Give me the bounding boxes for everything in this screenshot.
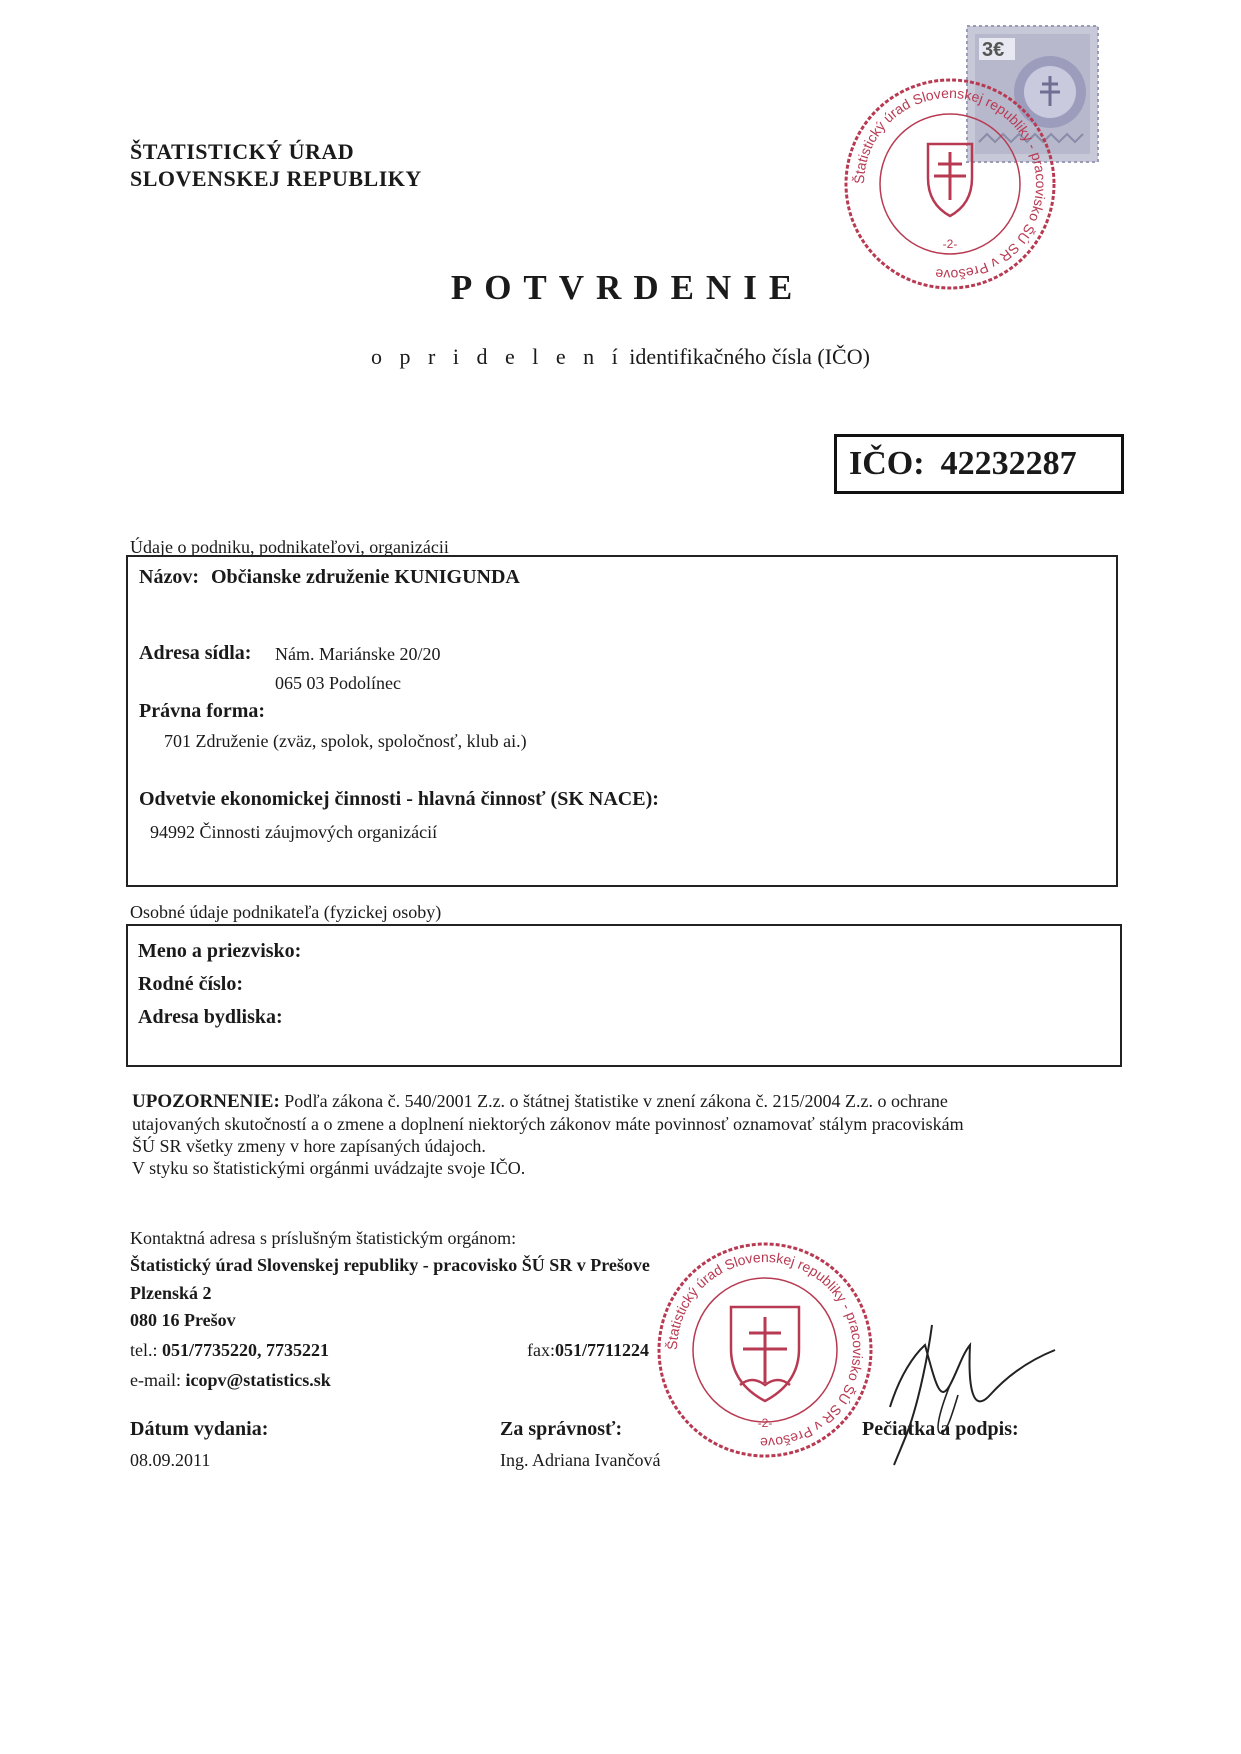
tel-label: tel.: <box>130 1340 158 1360</box>
notice-line-1: Podľa zákona č. 540/2001 Z.z. o štátnej štatistike v znení zákona č. 215/2004 Z.z. o ochrane <box>279 1091 948 1111</box>
office-stamp-bottom <box>650 1235 880 1465</box>
subtitle-spaced: o p r i d e l e n í <box>371 344 624 369</box>
contact-heading: Kontaktná adresa s príslušným štatistickým orgánom: <box>130 1228 517 1248</box>
person-section-heading: Osobné údaje podnikateľa (fyzickej osoby) <box>130 902 442 922</box>
issue-date-label: Dátum vydania: <box>130 1418 269 1440</box>
activity-label: Odvetvie ekonomickej činnosti - hlavná činnosť (SK NACE): <box>139 788 659 810</box>
notice-block <box>132 1090 1112 1179</box>
stamp-top-number: -2- <box>942 237 958 251</box>
stamp-bottom-arc-text: Štatistický úrad Slovenskej republiky - pracovisko ŠÚ SR v Prešove <box>663 1248 867 1452</box>
email-label: e-mail: <box>130 1370 181 1390</box>
notice-line-4: V styku so štatistickými orgánmi uvádzajte svoje IČO. <box>132 1158 526 1178</box>
ico-value: 42232287 <box>940 445 1077 482</box>
ico-label: IČO: <box>849 445 925 482</box>
document-subtitle <box>0 344 1241 370</box>
issuer-line-1: ŠTATISTICKÝ ÚRAD <box>130 139 355 164</box>
contact-street: Plzenská 2 <box>130 1283 212 1303</box>
revenue-stamp-value: 3€ <box>982 39 1005 61</box>
stamp-signature-label: Pečiatka a podpis: <box>862 1418 1019 1440</box>
notice-line-2: utajovaných skutočností a o zmene a doplnení niektorých zákonov máte povinnosť oznamovať stálym pracoviskám <box>132 1114 964 1134</box>
residence-label: Adresa bydliska: <box>138 1006 283 1028</box>
signature <box>880 1315 1065 1475</box>
issuer-line-2: SLOVENSKEJ REPUBLIKY <box>130 166 422 191</box>
ico-box <box>834 434 1124 494</box>
address-label: Adresa sídla: <box>139 642 252 664</box>
issuer-block <box>130 138 422 192</box>
stamp-top-arc-text: Štatistický úrad Slovenskej republiky - pracovisko ŠÚ SR v Prešove <box>850 84 1050 284</box>
address-line-1: Nám. Mariánske 20/20 <box>275 644 441 664</box>
address-line-2: 065 03 Podolínec <box>275 673 401 693</box>
correctness-name: Ing. Adriana Ivančová <box>500 1450 661 1470</box>
contact-email-row <box>130 1370 331 1391</box>
person-name-label: Meno a priezvisko: <box>138 940 302 962</box>
subtitle-rest: identifikačného čísla (IČO) <box>623 344 870 369</box>
fax-label: fax: <box>527 1340 555 1360</box>
email-value: icopv@statistics.sk <box>185 1370 331 1390</box>
company-name-label: Názov: <box>139 566 199 588</box>
birth-number-label: Rodné číslo: <box>138 973 243 995</box>
issue-date-value: 08.09.2011 <box>130 1450 211 1470</box>
company-section-heading: Údaje o podniku, podnikateľovi, organizácii <box>130 537 449 557</box>
activity-value: 94992 Činnosti záujmových organizácií <box>150 822 438 842</box>
company-name-row <box>139 566 520 589</box>
contact-fax-row <box>527 1340 649 1361</box>
notice-line-3: ŠÚ SR všetky zmeny v hore zapísaných údajoch. <box>132 1136 486 1156</box>
fax-value: 051/7711224 <box>554 1340 649 1360</box>
contact-tel-row <box>130 1340 329 1361</box>
notice-keyword: UPOZORNENIE: <box>132 1091 280 1112</box>
contact-office: Štatistický úrad Slovenskej republiky - pracovisko ŠÚ SR v Prešove <box>130 1255 650 1275</box>
document-title: POTVRDENIE <box>450 268 805 307</box>
legal-form-value: 701 Združenie (zväz, spolok, spoločnosť, klub ai.) <box>164 731 527 751</box>
company-name-value: Občianske združenie KUNIGUNDA <box>210 566 520 588</box>
office-stamp-top <box>838 72 1063 297</box>
correctness-label: Za správnosť: <box>500 1418 623 1440</box>
legal-form-label: Právna forma: <box>139 700 266 722</box>
contact-city: 080 16 Prešov <box>130 1310 236 1330</box>
tel-value: 051/7735220, 7735221 <box>162 1340 330 1360</box>
stamp-bottom-number: -2- <box>757 1416 773 1430</box>
